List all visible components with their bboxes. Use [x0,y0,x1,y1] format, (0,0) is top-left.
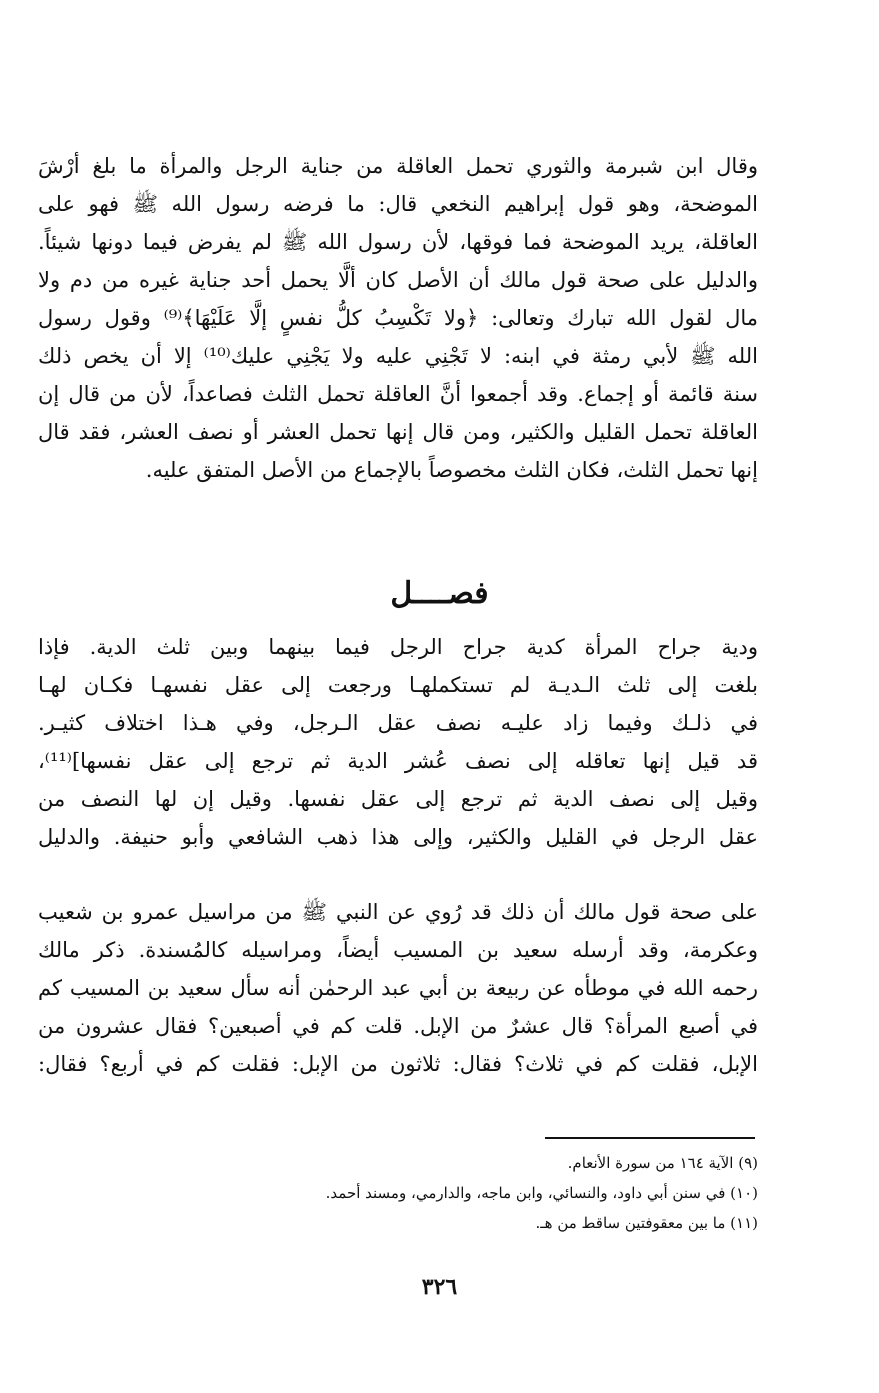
text-line: الموضحة، وهو قول إبراهيم النخعي قال: ما فرضه رسول الله ﷺ فهو على [38,192,758,216]
text-line: العاقلة تحمل القليل والكثير، ومن قال إنها تحمل العشر أو نصف العشر، فقد قال [38,420,758,444]
text-line: الله ﷺ لأبي رمثة في ابنه: لا تَجْنِي عليه ولا يَجْنِي عليك⁽¹⁰⁾ إلا أن يخص ذلك [38,344,758,368]
footnote: (١٠) في سنن أبي داود، والنسائي، وابن ماجه، والدارمي، ومسند أحمد. [325,1184,758,1202]
text-line: العاقلة، يريد الموضحة فما فوقها، لأن رسول الله ﷺ لم يفرض فيما دونها شيئاً. [38,230,758,254]
page-number: ٣٢٦ [421,1274,458,1300]
paragraph-1 [38,147,758,489]
text-line: مال لقول الله تبارك وتعالى: ﴿ولا تَكْسِبُ كلُّ نفسٍ إلَّا عَلَيْهَا﴾⁽⁹⁾ وقول رسول [38,306,758,330]
text-line: سنة قائمة أو إجماع. وقد أجمعوا أنَّ العاقلة تحمل الثلث فصاعداً، لأن من قال إن [38,382,758,406]
text-line: ودية جراح المرأة كدية جراح الرجل فيما بينهما وبين ثلث الدية. فإذا [38,635,758,659]
text-line: على صحة قول مالك أن ذلك قد رُوي عن النبي ﷺ من مراسيل عمرو بن شعيب [38,900,758,924]
text-line: إنها تحمل الثلث، فكان الثلث مخصوصاً بالإجماع من الأصل المتفق عليه. [145,458,758,482]
paragraph-2 [38,628,758,856]
text-line: بلغت إلى ثلث الـديـة لم تستكملهـا ورجعت إلى عقل نفسهـا فكـان لهـا [38,673,758,697]
footnote: (١١) ما بين معقوفتين ساقط من هـ. [535,1214,758,1232]
text-line: والدليل على صحة قول مالك أن الأصل كان ألَّا يحمل أحد جناية غيره من دم ولا [38,268,758,292]
footnotes [38,1148,758,1238]
text-line: وقال ابن شبرمة والثوري تحمل العاقلة من جناية الرجل والمرأة ما بلغ أرْشَ [38,154,758,178]
text-line: في أصبع المرأة؟ قال عشرٌ من الإبل. قلت كم في أصبعين؟ فقال عشرون من [38,1014,758,1038]
text-line: وعكرمة، وقد أرسله سعيد بن المسيب أيضاً، ومراسيله كالمُسندة. ذكر مالك [38,938,758,962]
footnote: (٩) الآية ١٦٤ من سورة الأنعام. [567,1154,758,1172]
text-line: في ذلـك وفيما زاد عليـه نصف عقل الـرجل، وفي هـذا اختلاف كثيـر. [38,711,758,735]
text-line: رحمه الله في موطأه عن ربيعة بن أبي عبد الرحمٰن أنه سأل سعيد بن المسيب كم [38,976,758,1000]
text-line: وقيل إلى نصف الدية ثم ترجع إلى عقل نفسها. وقيل إن لها النصف من [38,787,758,811]
text-line: قد قيل إنها تعاقله إلى نصف عُشر الدية ثم ترجع إلى عقل نفسها]⁽¹¹⁾، [38,749,758,773]
section-heading: فصــــل [390,576,489,611]
text-line: عقل الرجل في القليل والكثير، وإلى هذا ذهب الشافعي وأبو حنيفة. والدليل [38,825,758,849]
paragraph-3 [38,893,758,1083]
text-line: الإبل، فقلت كم في ثلاث؟ فقال: ثلاثون من الإبل: فقلت كم في أربع؟ فقال: [38,1052,758,1076]
footnote-divider [545,1137,755,1139]
